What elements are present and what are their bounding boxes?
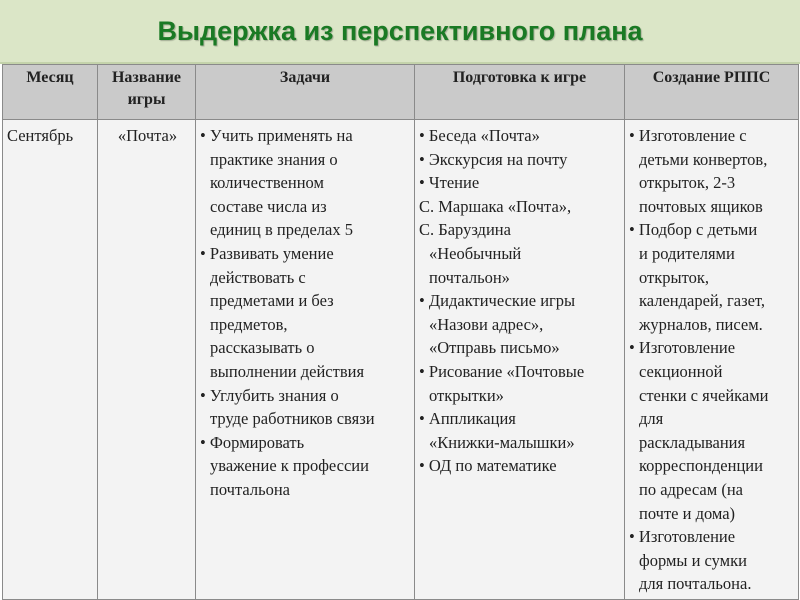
task-line: единиц в пределах 5 (210, 220, 353, 240)
task-line: уважение к профессии (210, 456, 369, 476)
environment-line: для (639, 409, 664, 429)
preparation-line: «Книжки-малышки» (429, 432, 575, 452)
task-line: почтальона (210, 479, 290, 499)
task-line: действовать с (210, 267, 306, 287)
task-line: • Учить применять на (200, 126, 353, 145)
task-line: • Углубить знания о (200, 385, 339, 405)
column-header-game-name: Название игры (98, 65, 196, 120)
cell-game-name: «Почта» (98, 120, 196, 600)
preparation-line: • ОД по математике (419, 456, 557, 476)
cell-month: Сентябрь (3, 120, 98, 600)
preparation-line: • Рисование «Почтовые (419, 361, 585, 381)
environment-line: открыток, (639, 267, 709, 287)
environment-line: стенки с ячейками (639, 385, 769, 405)
task-line: • Формировать (200, 432, 305, 452)
environment-line: • Изготовление с (629, 126, 747, 145)
environment-line: формы и сумки (639, 550, 747, 570)
column-header-month: Месяц (3, 65, 98, 120)
task-line: предметами и без (210, 291, 334, 311)
task-line: • Развивать умение (200, 243, 334, 263)
task-line: труде работников связи (210, 409, 375, 429)
environment-line: почте и дома) (639, 503, 736, 523)
page-title: Выдержка из перспективного плана (157, 16, 643, 46)
task-line: составе числа из (210, 196, 327, 216)
preparation-line: открытки» (429, 385, 504, 405)
preparation-line: С. Маршака «Почта», (419, 196, 572, 216)
column-header-environment: Создание РППС (625, 65, 799, 120)
preparation-line: «Необычный (429, 243, 522, 263)
task-line: количественном (210, 173, 324, 193)
plan-table (2, 64, 799, 600)
preparation-line: «Назови адрес», (429, 314, 544, 334)
preparation-line: С. Баруздина (419, 220, 511, 240)
environment-line: • Подбор с детьми (629, 220, 758, 240)
task-line: практике знания о (210, 149, 338, 169)
cell-preparation (415, 120, 625, 600)
environment-line: раскладывания (639, 432, 746, 452)
environment-line: для почтальона. (639, 574, 752, 594)
environment-line: • Изготовление (629, 338, 736, 358)
table-header-row (3, 65, 799, 120)
cell-environment (625, 120, 799, 600)
environment-line: журналов, писем. (639, 314, 763, 334)
task-line: рассказывать о (210, 338, 315, 358)
environment-line: почтовых ящиков (639, 196, 763, 216)
task-line: выполнении действия (210, 361, 365, 381)
preparation-line: • Беседа «Почта» (419, 126, 540, 145)
environment-line: и родителями (639, 243, 735, 263)
task-line: предметов, (210, 314, 288, 334)
environment-line: открыток, 2-3 (639, 173, 736, 193)
environment-line: секционной (639, 361, 723, 381)
environment-line: по адресам (на (639, 479, 743, 499)
preparation-line: • Экскурсия на почту (419, 149, 568, 169)
environment-line: детьми конвертов, (639, 149, 768, 169)
environment-line: корреспонденции (639, 456, 763, 476)
table-row (3, 120, 799, 600)
column-header-preparation: Подготовка к игре (415, 65, 625, 120)
cell-tasks (196, 120, 415, 600)
column-header-tasks: Задачи (196, 65, 415, 120)
preparation-line: • Чтение (419, 173, 480, 193)
environment-line: календарей, газет, (639, 291, 766, 311)
preparation-line: почтальон» (429, 267, 510, 287)
environment-line: • Изготовление (629, 527, 736, 547)
preparation-line: • Аппликация (419, 409, 516, 429)
preparation-line: • Дидактические игры (419, 291, 576, 311)
preparation-line: «Отправь письмо» (429, 338, 560, 358)
